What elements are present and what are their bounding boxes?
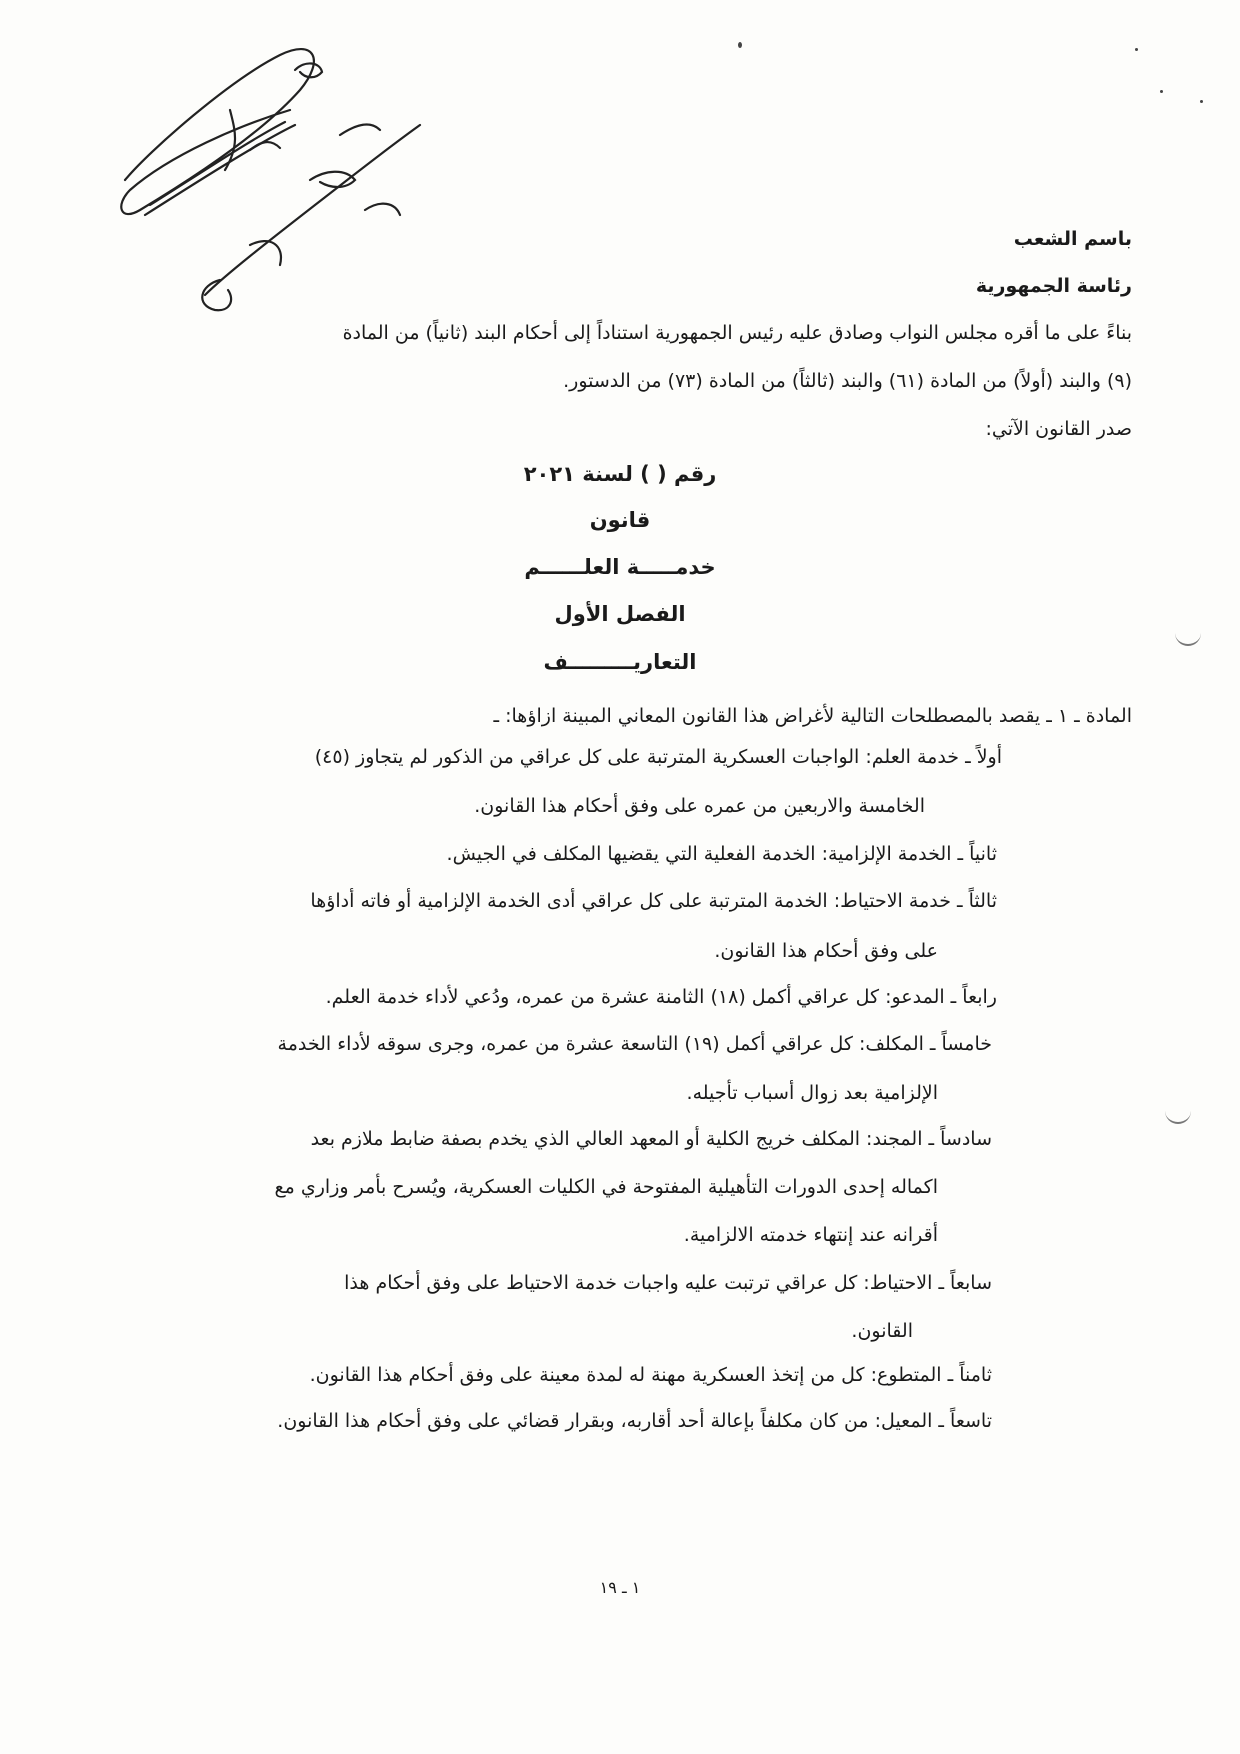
article-1-intro: المادة ـ ١ ـ يقصد بالمصطلحات التالية لأغراض هذا القانون المعاني المبينة ازاؤها: ـ: [493, 705, 1132, 727]
definition-1-line-1: أولاً ـ خدمة العلم: الواجبات العسكرية المترتبة على كل عراقي من الذكور لم يتجاوز (٤٥): [314, 746, 1002, 768]
scan-speck: [738, 42, 742, 48]
definition-8-line-1: ثامناً ـ المتطوع: كل من إتخذ العسكرية مهنة له لمدة معينة على وفق أحكام هذا القانون.: [309, 1364, 992, 1386]
definition-2-line-1: ثانياً ـ الخدمة الإلزامية: الخدمة الفعلية التي يقضيها المكلف في الجيش.: [446, 843, 997, 865]
punch-hole: [1175, 630, 1201, 646]
header-in-the-name: باسم الشعب: [1013, 228, 1132, 250]
definition-6-line-1: سادساً ـ المجند: المكلف خريج الكلية أو المعهد العالي الذي يخدم بصفة ضابط ملازم بعد: [310, 1128, 992, 1150]
definition-3-line-2: على وفق أحكام هذا القانون.: [714, 940, 938, 962]
law-name: خدمـــــة العلــــــم: [524, 555, 716, 579]
definition-5-line-1: خامساً ـ المكلف: كل عراقي أكمل (١٩) التاسعة عشرة من عمره، وجرى سوقه لأداء الخدمة: [277, 1033, 992, 1055]
definition-9-line-1: تاسعاً ـ المعيل: من كان مكلفاً بإعالة أحد أقاربه، وبقرار قضائي على وفق أحكام هذا القانون.: [277, 1410, 992, 1432]
handwritten-signature: [110, 30, 440, 350]
definition-7-line-2: القانون.: [851, 1320, 913, 1342]
scan-speck: [1200, 100, 1203, 103]
definition-4-line-1: رابعاً ـ المدعو: كل عراقي أكمل (١٨) الثامنة عشرة من عمره، ودُعي لأداء خدمة العلم.: [325, 986, 997, 1008]
definition-6-line-2: اكماله إحدى الدورات التأهيلية المفتوحة في الكليات العسكرية، ويُسرح بأمر وزاري مع: [274, 1176, 938, 1198]
definition-7-line-1: سابعاً ـ الاحتياط: كل عراقي ترتبت عليه واجبات خدمة الاحتياط على وفق أحكام هذا: [344, 1272, 992, 1294]
preamble-line-3: صدر القانون الآتي:: [985, 418, 1132, 440]
definition-1-line-2: الخامسة والاربعين من عمره على وفق أحكام هذا القانون.: [474, 795, 925, 817]
preamble-line-2: (٩) والبند (أولاً) من المادة (٦١) والبند (ثالثاً) من المادة (٧٣) من الدستور.: [563, 370, 1132, 392]
law-number: رقم ( ) لسنة ٢٠٢١: [523, 462, 717, 486]
preamble-line-1: بناءً على ما أقره مجلس النواب وصادق عليه رئيس الجمهورية استناداً إلى أحكام البند (ثانياً) من المادة: [342, 322, 1132, 344]
definition-6-line-3: أقرانه عند إنتهاء خدمته الالزامية.: [683, 1224, 938, 1246]
punch-hole: [1165, 1108, 1191, 1124]
definition-3-line-1: ثالثاً ـ خدمة الاحتياط: الخدمة المترتبة على كل عراقي أدى الخدمة الإلزامية أو فاته أداؤها: [310, 890, 997, 912]
scan-speck: [1160, 90, 1163, 93]
section-title: التعاريـــــــــف: [543, 650, 697, 674]
chapter-title: الفصل الأول: [554, 602, 686, 626]
header-presidency: رئاسة الجمهورية: [975, 275, 1132, 297]
svg-text:يرفع للقراءة الاولى: يرفع للقراءة الاولى: [110, 30, 118, 31]
page-number: ١ ـ ١٩: [599, 1578, 641, 1597]
law-heading: قانون: [589, 508, 651, 532]
scan-speck: [1135, 48, 1138, 51]
definition-5-line-2: الإلزامية بعد زوال أسباب تأجيله.: [686, 1082, 938, 1104]
